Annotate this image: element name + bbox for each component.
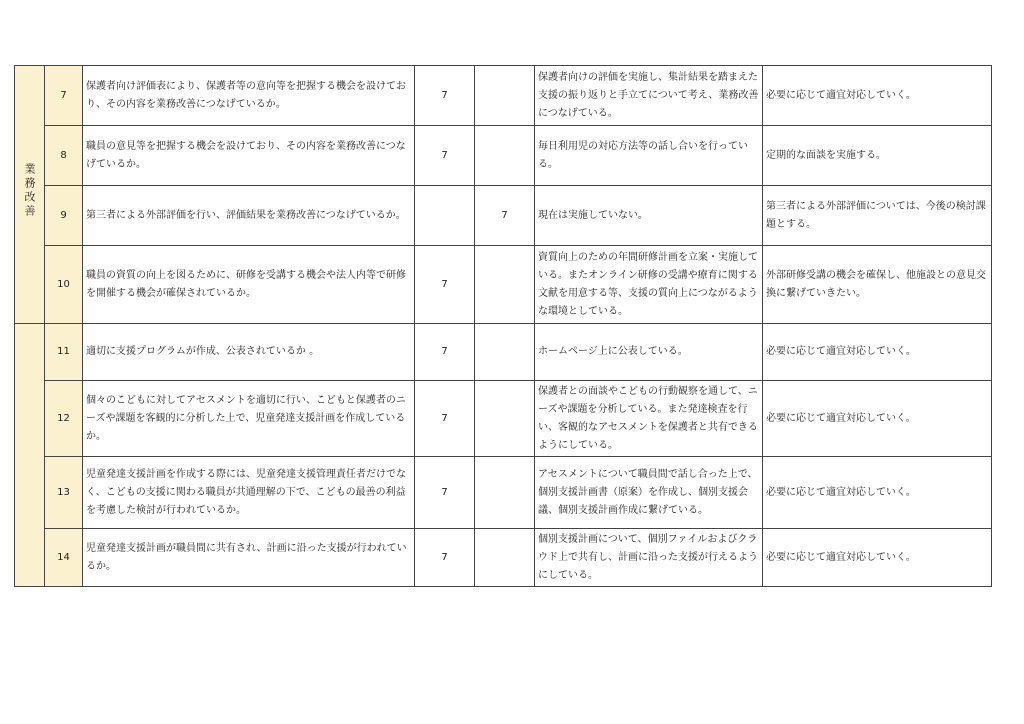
question-text: 第三者による外部評価を行い、評価結果を業務改善につなげているか。 (83, 186, 415, 246)
row-number: 13 (45, 457, 83, 529)
yes-count: 7 (415, 66, 475, 126)
row-number: 14 (45, 529, 83, 587)
yes-count: 7 (415, 381, 475, 457)
yes-count: 7 (415, 246, 475, 324)
table-row (15, 457, 992, 529)
question-text: 児童発達支援計画が職員間に共有され、計画に沿った支援が行われているか。 (83, 529, 415, 587)
category-cell (15, 66, 45, 324)
plan-text: 必要に応じて適宜対応していく。 (763, 381, 992, 457)
category-cell (15, 324, 45, 587)
situation-text: 資質向上のための年間研修計画を立案・実施している。またオンライン研修の受講や療育に関する文献を用意する等、支援の質向上につながるような環境としている。 (535, 246, 763, 324)
situation-text: アセスメントについて職員間で話し合った上で、個別支援計画書（原案）を作成し、個別支援会議、個別支援計画作成に繋げている。 (535, 457, 763, 529)
table-row (15, 126, 992, 186)
situation-text: 保護者向けの評価を実施し、集計結果を踏まえた支援の振り返りと手立てについて考え、業務改善につなげている。 (535, 66, 763, 126)
row-number: 7 (45, 66, 83, 126)
table-row (15, 246, 992, 324)
no-count (475, 457, 535, 529)
yes-count: 7 (415, 126, 475, 186)
situation-text: 個別支援計画について、個別ファイルおよびクラウド上で共有し、計画に沿った支援が行えるようにしている。 (535, 529, 763, 587)
evaluation-table (14, 65, 992, 587)
question-text: 保護者向け評価表により、保護者等の意向等を把握する機会を設けており、その内容を業務改善につなげているか。 (83, 66, 415, 126)
no-count (475, 246, 535, 324)
no-count: 7 (475, 186, 535, 246)
situation-text: ホームページ上に公表している。 (535, 324, 763, 381)
row-number: 11 (45, 324, 83, 381)
row-number: 10 (45, 246, 83, 324)
row-number: 8 (45, 126, 83, 186)
situation-text: 保護者との面談やこどもの行動観察を通して、ニーズや課題を分析している。また発達検査を行い、客観的なアセスメントを保護者と共有できるようにしている。 (535, 381, 763, 457)
evaluation-sheet (14, 65, 992, 587)
situation-text: 現在は実施していない。 (535, 186, 763, 246)
row-number: 9 (45, 186, 83, 246)
question-text: 職員の意見等を把握する機会を設けており、その内容を業務改善につなげているか。 (83, 126, 415, 186)
plan-text: 必要に応じて適宜対応していく。 (763, 324, 992, 381)
table-row (15, 66, 992, 126)
yes-count (415, 186, 475, 246)
table-row (15, 529, 992, 587)
no-count (475, 381, 535, 457)
no-count (475, 126, 535, 186)
situation-text: 毎日利用児の対応方法等の話し合いを行っている。 (535, 126, 763, 186)
table-row (15, 186, 992, 246)
no-count (475, 529, 535, 587)
row-number: 12 (45, 381, 83, 457)
table-row (15, 324, 992, 381)
question-text: 職員の資質の向上を図るために、研修を受講する機会や法人内等で研修を開催する機会が確保されているか。 (83, 246, 415, 324)
no-count (475, 66, 535, 126)
plan-text: 必要に応じて適宜対応していく。 (763, 529, 992, 587)
plan-text: 第三者による外部評価については、今後の検討課題とする。 (763, 186, 992, 246)
table-row (15, 381, 992, 457)
yes-count: 7 (415, 457, 475, 529)
yes-count: 7 (415, 529, 475, 587)
plan-text: 定期的な面談を実施する。 (763, 126, 992, 186)
yes-count: 7 (415, 324, 475, 381)
plan-text: 必要に応じて適宜対応していく。 (763, 457, 992, 529)
question-text: 適切に支援プログラムが作成、公表されているか 。 (83, 324, 415, 381)
no-count (475, 324, 535, 381)
question-text: 個々のこどもに対してアセスメントを適切に行い、こどもと保護者のニーズや課題を客観的に分析した上で、児童発達支援計画を作成しているか。 (83, 381, 415, 457)
plan-text: 必要に応じて適宜対応していく。 (763, 66, 992, 126)
question-text: 児童発達支援計画を作成する際には、児童発達支援管理責任者だけでなく、こどもの支援に関わる職員が共通理解の下で、こどもの最善の利益を考慮した検討が行われているか。 (83, 457, 415, 529)
category-label: 業務改善 (23, 163, 36, 219)
plan-text: 外部研修受講の機会を確保し、他施設との意見交換に繋げていきたい。 (763, 246, 992, 324)
